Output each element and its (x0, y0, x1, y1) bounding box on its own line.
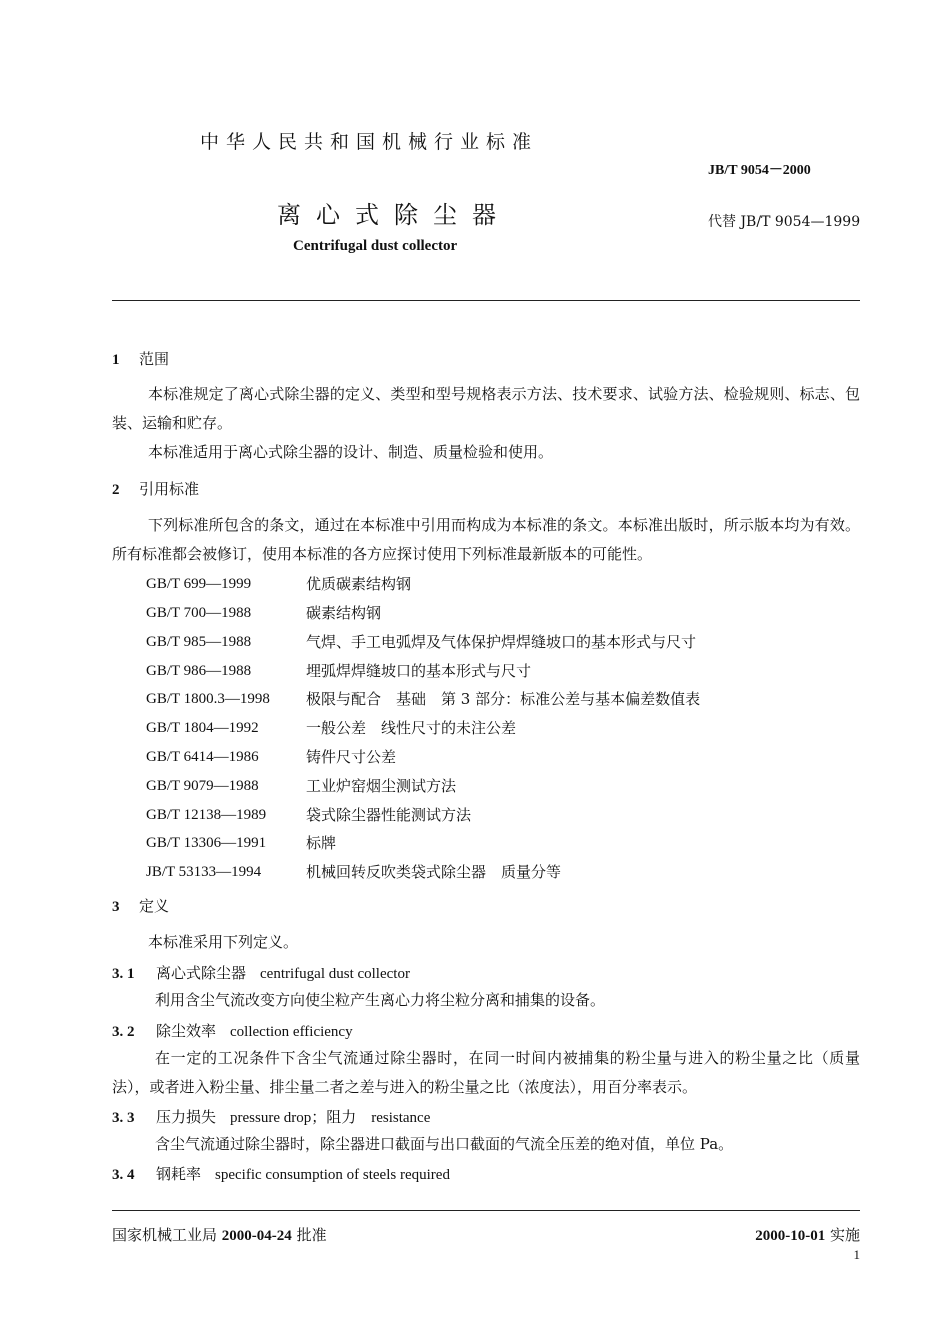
definition-term-english: pressure drop；阻力 resistance (230, 1110, 431, 1126)
definition-term-english: centrifugal dust collector (260, 966, 410, 982)
section-title: 引用标准 (139, 480, 200, 498)
definition-number: 3. 3 (112, 1110, 135, 1126)
issuing-body-title: 中华人民共和国机械行业标准 (200, 131, 539, 153)
section-heading-references (112, 479, 199, 500)
reference-code: GB/T 1804—1992 (146, 720, 259, 736)
definition-body: 利用含尘气流改变方向使尘粒产生离心力将尘粒分离和捕集的设备。 (155, 991, 606, 1009)
reference-code: GB/T 1800.3—1998 (146, 691, 270, 707)
reference-code: GB/T 986—1988 (146, 663, 252, 679)
section-heading-scope (112, 349, 169, 370)
paragraph: 本标准适用于离心式除尘器的设计、制造、质量检验和使用。 (148, 443, 554, 461)
document-title: 离心式除尘器 (277, 201, 511, 229)
implementation-word: 实施 (829, 1226, 860, 1244)
definition-body: 在一定的工况条件下含尘气流通过除尘器时，在同一时间内被捕集的粉尘量与进入的粉尘量之比（质量法），或者进入粉尘量、排尘量二者之差与进入的粉尘量之比（浓度法），用百分率表示。 (112, 1049, 860, 1096)
definition-heading (112, 1164, 450, 1185)
header-divider (112, 300, 860, 301)
reference-code: JB/T 53133—1994 (146, 864, 262, 880)
reference-title: 标牌 (306, 834, 337, 852)
reference-title: 优质碳素结构钢 (306, 575, 412, 593)
reference-title: 碳素结构钢 (306, 604, 382, 622)
paragraph: 下列标准所包含的条文，通过在本标准中引用而构成为本标准的条文。本标准出版时，所示版本均为有效。所有标准都会被修订，使用本标准的各方应探讨使用下列标准最新版本的可能性。 (112, 516, 860, 563)
approval-word: 批准 (296, 1226, 327, 1244)
reference-code: GB/T 9079—1988 (146, 778, 259, 794)
definition-number: 3. 1 (112, 966, 135, 982)
replaces-standard: 代替 JB/T 9054—1999 (708, 214, 861, 230)
document-title-english: Centrifugal dust collector (293, 238, 458, 254)
definition-term-english: collection efficiency (230, 1024, 353, 1040)
issuer: 国家机械工业局 (112, 1226, 218, 1244)
implementation-line (755, 1224, 860, 1245)
reference-title: 极限与配合 基础 第 3 部分：标准公差与基本偏差数值表 (306, 690, 701, 708)
reference-title: 气焊、手工电弧焊及气体保护焊焊缝坡口的基本形式与尺寸 (306, 633, 697, 651)
definition-term: 离心式除尘器 (156, 964, 247, 982)
implementation-date: 2000-10-01 (755, 1228, 826, 1244)
reference-code: GB/T 700—1988 (146, 605, 252, 621)
definition-heading (112, 1021, 353, 1042)
definition-heading (112, 1107, 430, 1128)
reference-title: 工业炉窑烟尘测试方法 (306, 777, 457, 795)
paragraph: 本标准规定了离心式除尘器的定义、类型和型号规格表示方法、技术要求、试验方法、检验规则、标志、包装、运输和贮存。 (112, 385, 860, 432)
section-number: 2 (112, 482, 120, 498)
approval-date: 2000-04-24 (221, 1228, 292, 1244)
section-title: 范围 (139, 350, 170, 368)
approval-line (112, 1224, 327, 1245)
reference-code: GB/T 12138—1989 (146, 807, 267, 823)
section-heading-definitions (112, 896, 169, 917)
footer-divider (112, 1210, 860, 1211)
reference-title: 机械回转反吹类袋式除尘器 质量分等 (306, 863, 562, 881)
definition-term-english: specific consumption of steels required (215, 1167, 450, 1183)
section-number: 3 (112, 899, 120, 915)
reference-code: GB/T 699—1999 (146, 576, 252, 592)
reference-code: GB/T 985—1988 (146, 634, 252, 650)
reference-title: 铸件尺寸公差 (306, 748, 397, 766)
definition-term: 除尘效率 (156, 1022, 217, 1040)
paragraph: 本标准采用下列定义。 (148, 933, 299, 951)
reference-title: 埋弧焊焊缝坡口的基本形式与尺寸 (306, 662, 532, 680)
reference-title: 一般公差 线性尺寸的未注公差 (306, 719, 517, 737)
definition-term: 压力损失 (156, 1108, 217, 1126)
reference-code: GB/T 13306—1991 (146, 835, 267, 851)
section-title: 定义 (139, 897, 170, 915)
definition-number: 3. 4 (112, 1167, 135, 1183)
page-number: 1 (853, 1247, 860, 1262)
reference-title: 袋式除尘器性能测试方法 (306, 806, 472, 824)
standard-number: JB/T 9054－2000 (708, 163, 811, 178)
definition-number: 3. 2 (112, 1024, 135, 1040)
reference-code: GB/T 6414—1986 (146, 749, 259, 765)
definition-heading (112, 963, 410, 984)
section-number: 1 (112, 352, 120, 368)
definition-body: 含尘气流通过除尘器时，除尘器进口截面与出口截面的气流全压差的绝对值，单位 Pa。 (155, 1135, 734, 1153)
definition-term: 钢耗率 (156, 1165, 202, 1183)
